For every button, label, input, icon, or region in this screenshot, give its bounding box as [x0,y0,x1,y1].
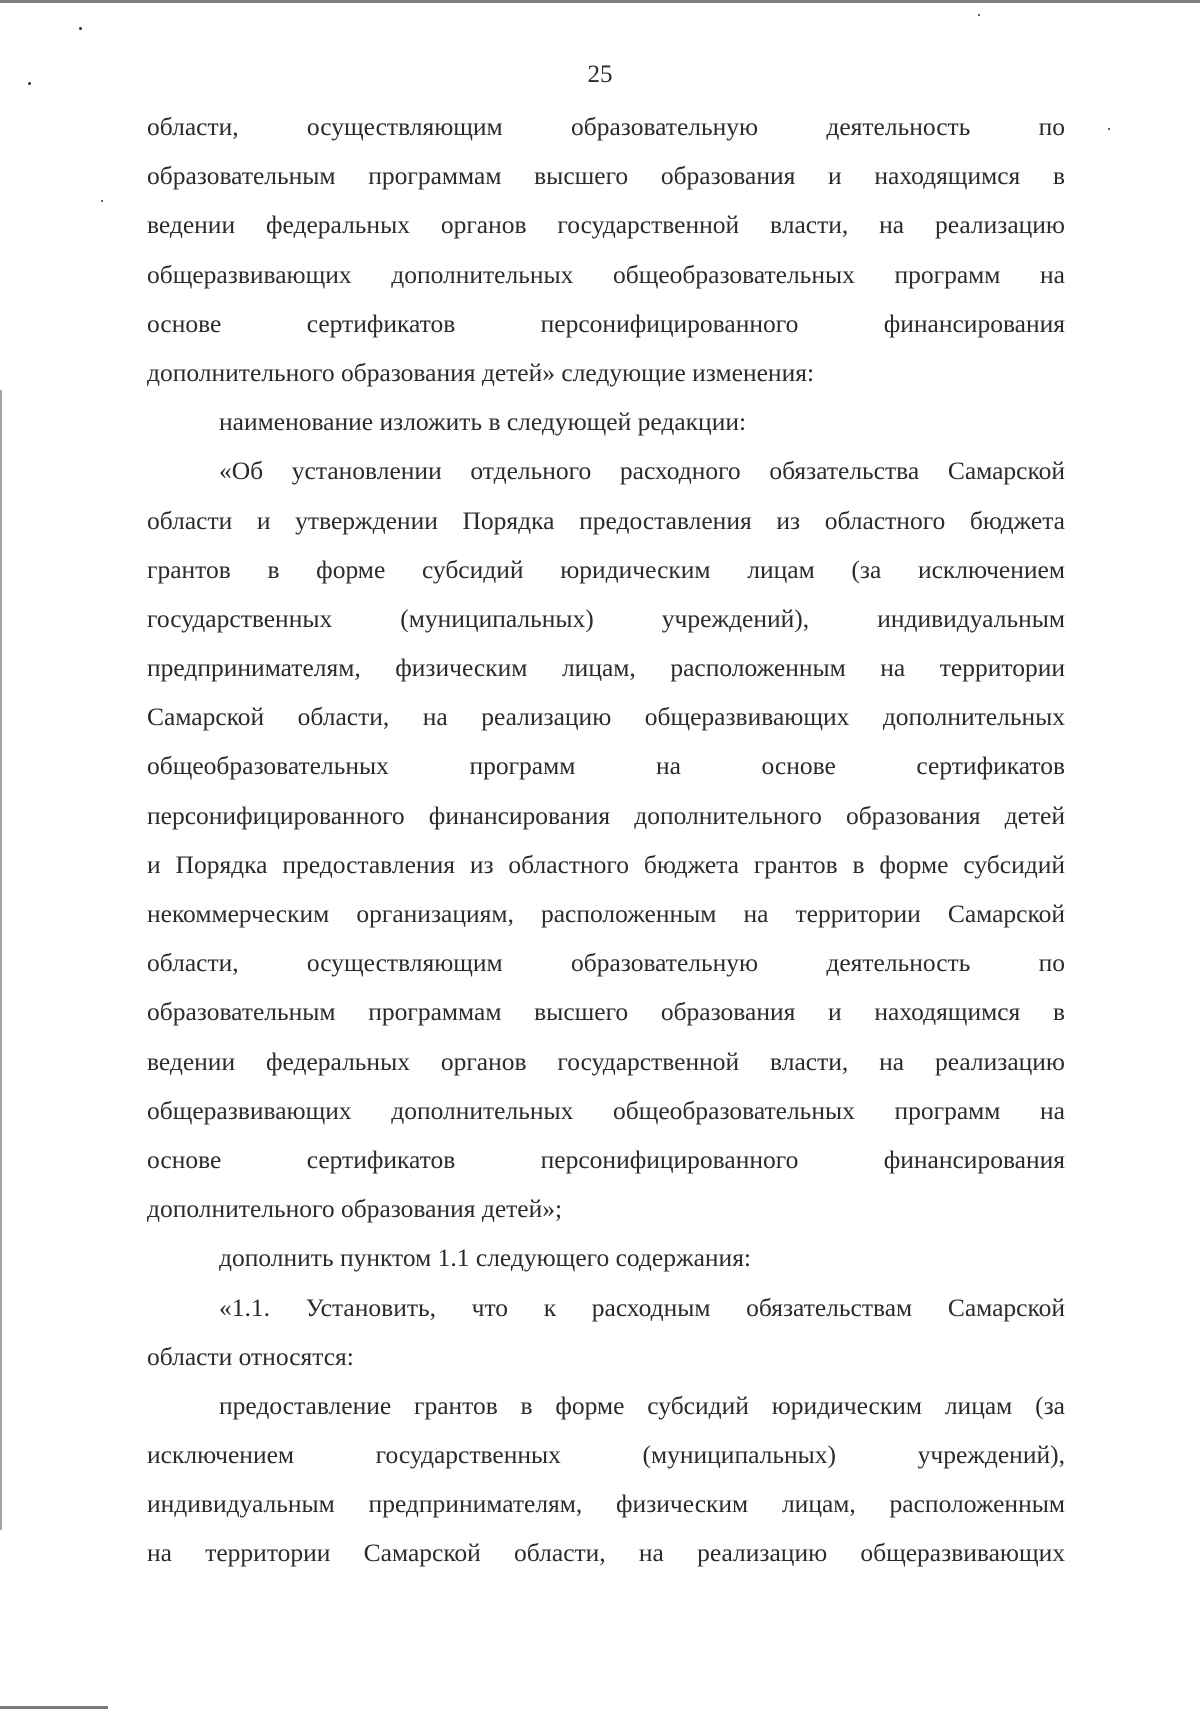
text-line: основе сертификатов персонифицированного финансирования [147,1144,1065,1174]
text-line: на территории Самарской области, на реализацию общеразвивающих [147,1538,1065,1568]
text-line: Самарской области, на реализацию общеразвивающих дополнительных [147,702,1065,732]
scan-speck [1108,128,1110,130]
text-line: предпринимателям, физическим лицам, расположенным на территории [147,653,1065,683]
text-line: основе сертификатов персонифицированного финансирования [147,308,1065,338]
text-line: индивидуальным предпринимателям, физическим лицам, расположенным [147,1489,1065,1519]
text-line: общеразвивающих дополнительных общеобразовательных программ на [147,1095,1065,1125]
text-line: ведении федеральных органов государственной власти, на реализацию [147,1046,1065,1076]
text-line: персонифицированного финансирования дополнительного образования детей [147,800,1065,830]
text-line: государственных (муниципальных) учреждений), индивидуальным [147,603,1065,633]
scan-speck [79,27,82,30]
text-line: области относятся: [147,1341,354,1371]
text-line: дополнительного образования детей»; [147,1194,563,1224]
text-line: некоммерческим организациям, расположенным на территории Самарской [147,899,1065,928]
text-line: области и утверждении Порядка предоставления из областного бюджета [147,505,1065,535]
text-line: дополнительного образования детей» следующие изменения: [147,357,815,387]
text-line: ведении федеральных органов государственной власти, на реализацию [147,210,1065,240]
text-line: наименование изложить в следующей редакции: [219,407,747,437]
text-line: образовательным программам высшего образования и находящимся в [147,997,1065,1027]
scan-speck [978,14,980,16]
document-body [147,102,1065,1578]
scan-speck [101,200,103,202]
text-line: исключением государственных (муниципальных) учреждений), [147,1440,1065,1470]
text-line: «Об установлении отдельного расходного обязательства Самарской [219,456,1065,486]
scan-left-edge [0,390,2,1530]
scan-bottom-mark [0,1706,108,1709]
text-line: грантов в форме субсидий юридическим лицам (за исключением [147,554,1065,584]
text-line: предоставление грантов в форме субсидий юридическим лицам (за [219,1390,1065,1420]
text-line: образовательным программам высшего образования и находящимся в [147,161,1065,191]
text-line: общеобразовательных программ на основе сертификатов [147,751,1065,781]
page-number: 25 [587,61,613,88]
text-line: и Порядка предоставления из областного бюджета грантов в форме субсидий [147,849,1065,879]
text-line: общеразвивающих дополнительных общеобразовательных программ на [147,259,1065,289]
text-line: области, осуществляющим образовательную деятельность по [147,112,1065,141]
text-line: области, осуществляющим образовательную деятельность по [147,948,1065,978]
scan-top-border [0,0,1200,3]
text-line: «1.1. Установить, что к расходным обязательствам Самарской [219,1292,1065,1322]
text-line: дополнить пунктом 1.1 следующего содержания: [219,1243,752,1273]
